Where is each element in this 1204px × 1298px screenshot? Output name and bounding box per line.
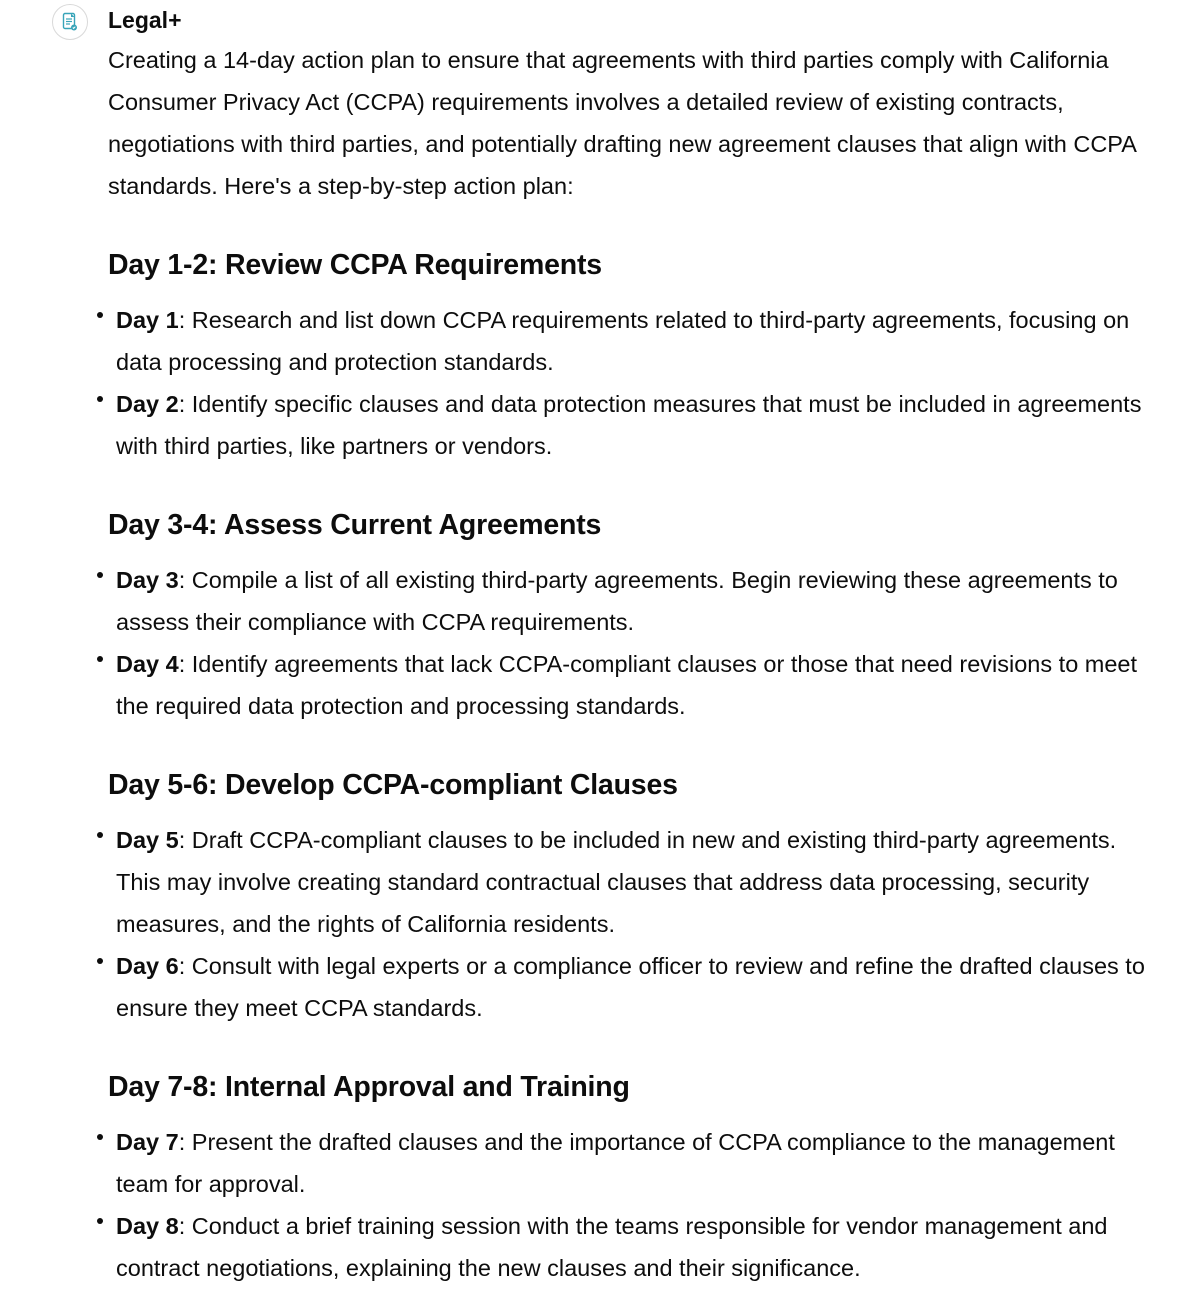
day-description: : Present the drafted clauses and the importance of CCPA compliance to the management team for approval.: [116, 1129, 1115, 1197]
section-title: Day 5-6: Develop CCPA-compliant Clauses: [108, 769, 678, 801]
day-description: : Consult with legal experts or a compliance officer to review and refine the drafted clauses to ensure they meet CCPA standards.: [116, 953, 1145, 1021]
message-content: [108, 39, 1148, 1289]
day-list: [108, 299, 1148, 467]
day-list: [108, 1121, 1148, 1289]
list-item: [116, 1205, 1148, 1289]
day-label: Day 3: [116, 567, 179, 593]
day-label: Day 5: [116, 827, 179, 853]
day-label: Day 6: [116, 953, 179, 979]
section-title: Day 7-8: Internal Approval and Training: [108, 1071, 630, 1103]
list-item: [116, 819, 1148, 945]
day-list: [108, 819, 1148, 1029]
list-item: [116, 945, 1148, 1029]
day-description: : Draft CCPA-compliant clauses to be included in new and existing third-party agreements. This may involve creating standard contractual clauses that address data processing, security measures, and the rights of California residents.: [116, 827, 1117, 937]
section-title: Day 1-2: Review CCPA Requirements: [108, 249, 602, 281]
list-item: [116, 643, 1148, 727]
day-description: : Compile a list of all existing third-party agreements. Begin reviewing these agreements to assess their compliance with CCPA requirements.: [116, 567, 1118, 635]
day-label: Day 1: [116, 307, 179, 333]
day-label: Day 2: [116, 391, 179, 417]
day-list: [108, 559, 1148, 727]
day-description: : Identify specific clauses and data protection measures that must be included in agreements with third parties, like partners or vendors.: [116, 391, 1142, 459]
day-description: : Research and list down CCPA requirements related to third-party agreements, focusing on data processing and protection standards.: [116, 307, 1130, 375]
day-description: : Identify agreements that lack CCPA-compliant clauses or those that need revisions to meet the required data protection and processing standards.: [116, 651, 1138, 719]
list-item: [116, 1121, 1148, 1205]
day-label: Day 8: [116, 1213, 179, 1239]
list-item: [116, 559, 1148, 643]
day-description: : Conduct a brief training session with the teams responsible for vendor management and contract negotiations, explaining the new clauses and their significance.: [116, 1213, 1108, 1281]
list-item: [116, 299, 1148, 383]
day-label: Day 4: [116, 651, 179, 677]
assistant-avatar: [52, 4, 88, 40]
document-icon: [61, 12, 79, 32]
list-item: [116, 383, 1148, 467]
assistant-name: Legal+: [108, 7, 182, 33]
intro-paragraph: Creating a 14-day action plan to ensure that agreements with third parties comply with California Consumer Privacy Act (CCPA) requirements involves a detailed review of existing contracts, negotiations with third parties, and potentially drafting new agreement clauses that align with CCPA standards. Here's a step-by-step action plan:: [108, 47, 1136, 199]
section-title: Day 3-4: Assess Current Agreements: [108, 509, 602, 541]
day-label: Day 7: [116, 1129, 179, 1155]
